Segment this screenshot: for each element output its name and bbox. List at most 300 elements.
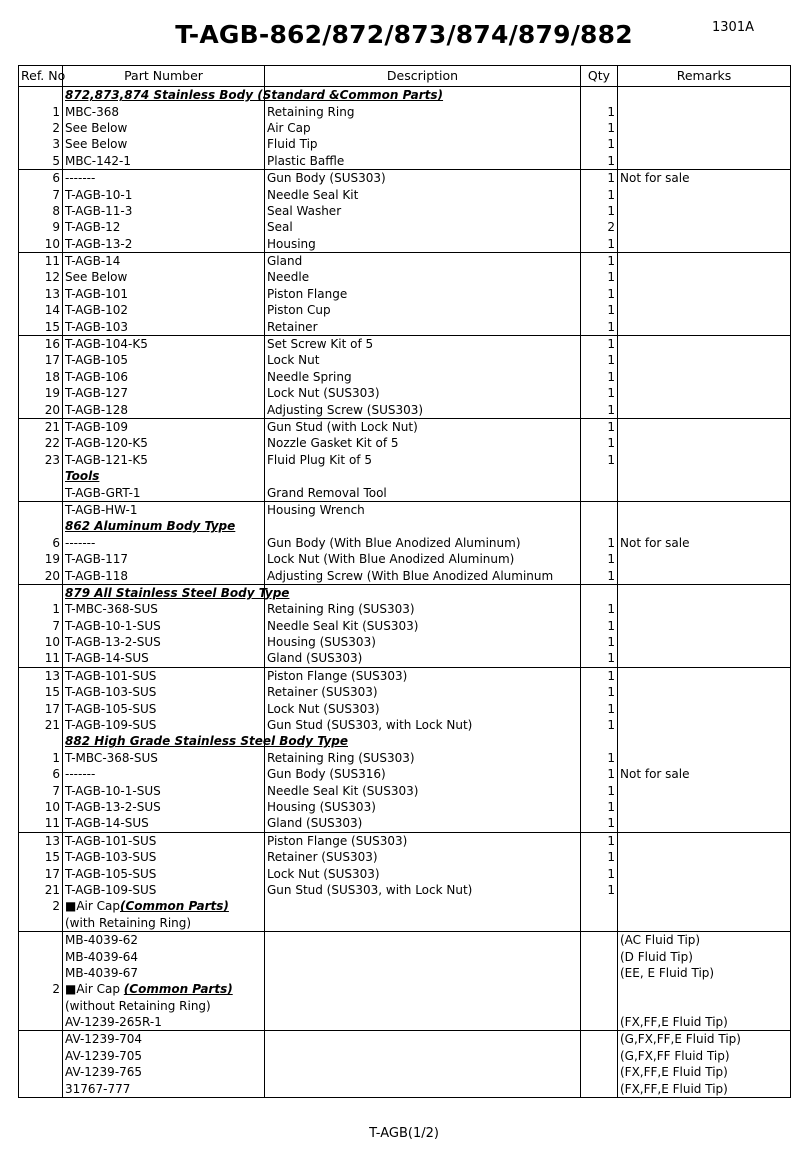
table-row [19,1080,791,1097]
table-body [19,87,791,1098]
table-row [19,865,791,881]
ref-cell [19,1031,63,1048]
section-heading: 862 Aluminum Body Type [65,519,236,534]
description-cell: Gun Stud (SUS303, with Lock Nut) [265,882,581,898]
air-cap-label: ■Air Cap [65,899,120,914]
remarks-cell [618,782,791,798]
table-row [19,335,791,352]
qty-cell [581,501,618,518]
part-number-cell: See Below [63,136,265,152]
description-cell: Piston Flange (SUS303) [265,832,581,849]
ref-cell: 10 [19,236,63,253]
part-number-cell: T-AGB-13-2 [63,236,265,253]
ref-cell: 14 [19,302,63,318]
remarks-cell [618,601,791,617]
qty-cell: 1 [581,203,618,219]
description-cell: Gland (SUS303) [265,650,581,667]
table-row [19,452,791,468]
part-number-cell: T-AGB-103-SUS [63,684,265,700]
remarks-cell [618,997,791,1013]
qty-cell: 1 [581,865,618,881]
qty-cell: 1 [581,302,618,318]
qty-cell [581,1014,618,1031]
section-row [19,468,791,484]
description-cell [265,981,581,997]
table-row [19,484,791,501]
description-cell: Needle [265,269,581,285]
table-row [19,915,791,932]
remarks-cell: (EE, E Fluid Tip) [618,965,791,981]
section-heading: 882 High Grade Stainless Steel Body Type [65,734,348,749]
remarks-cell [618,120,791,136]
table-row [19,385,791,401]
qty-cell [581,87,618,104]
remarks-cell: Not for sale [618,535,791,551]
qty-cell [581,1064,618,1080]
qty-cell: 1 [581,535,618,551]
table-row [19,551,791,567]
part-number-cell: ------- [63,169,265,186]
table-row [19,948,791,964]
qty-cell: 1 [581,369,618,385]
description-cell: Set Screw Kit of 5 [265,335,581,352]
description-cell [265,584,581,601]
description-cell: Grand Removal Tool [265,484,581,501]
ref-cell: 2 [19,120,63,136]
remarks-cell [618,882,791,898]
remarks-cell [618,236,791,253]
description-cell: Air Cap [265,120,581,136]
common-parts-label: (Common Parts) [123,982,233,997]
description-cell [265,1048,581,1064]
ref-cell: 10 [19,799,63,815]
qty-cell: 1 [581,567,618,584]
table-row [19,103,791,119]
ref-cell [19,931,63,948]
table-row [19,799,791,815]
ref-cell: 11 [19,252,63,269]
description-cell: Fluid Tip [265,136,581,152]
qty-cell [581,965,618,981]
table-row [19,1064,791,1080]
part-number-cell: T-AGB-118 [63,567,265,584]
part-number-cell: T-AGB-120-K5 [63,435,265,451]
description-cell [265,518,581,534]
table-row [19,849,791,865]
qty-cell: 1 [581,717,618,733]
remarks-cell: (FX,FF,E Fluid Tip) [618,1014,791,1031]
description-cell: Adjusting Screw (SUS303) [265,401,581,418]
remarks-cell: (G,FX,FF Fluid Tip) [618,1048,791,1064]
remarks-cell [618,584,791,601]
table-row [19,401,791,418]
qty-cell [581,915,618,932]
table-row [19,965,791,981]
remarks-cell [618,634,791,650]
description-cell: Lock Nut (SUS303) [265,865,581,881]
part-number-cell: T-AGB-106 [63,369,265,385]
qty-cell: 1 [581,318,618,335]
part-number-cell: T-AGB-128 [63,401,265,418]
description-cell [265,468,581,484]
table-row [19,269,791,285]
qty-cell: 1 [581,385,618,401]
remarks-cell [618,650,791,667]
table-row [19,1014,791,1031]
remarks-cell [618,435,791,451]
description-cell: Retaining Ring (SUS303) [265,601,581,617]
remarks-cell [618,286,791,302]
qty-cell: 1 [581,452,618,468]
description-cell: Seal [265,219,581,235]
remarks-cell [618,799,791,815]
remarks-cell [618,717,791,733]
qty-cell: 1 [581,120,618,136]
table-row [19,120,791,136]
part-number-cell [63,898,265,914]
description-cell [265,915,581,932]
ref-cell: 11 [19,650,63,667]
remarks-cell: (AC Fluid Tip) [618,931,791,948]
qty-cell: 1 [581,650,618,667]
part-number-cell: AV-1239-704 [63,1031,265,1048]
description-cell: Housing (SUS303) [265,634,581,650]
remarks-cell [618,667,791,684]
description-cell [265,931,581,948]
part-number-cell: T-AGB-14-SUS [63,815,265,832]
remarks-cell [618,87,791,104]
ref-cell: 15 [19,684,63,700]
remarks-cell [618,452,791,468]
part-number-cell: T-AGB-GRT-1 [63,484,265,501]
table-row [19,815,791,832]
table-row [19,252,791,269]
description-cell [265,997,581,1013]
description-cell [265,1014,581,1031]
part-number-cell: AV-1239-705 [63,1048,265,1064]
remarks-cell: (FX,FF,E Fluid Tip) [618,1064,791,1080]
table-row [19,618,791,634]
table-row [19,286,791,302]
table-row [19,203,791,219]
part-number-cell: T-AGB-105-SUS [63,865,265,881]
part-number-cell: T-AGB-HW-1 [63,501,265,518]
qty-cell: 1 [581,269,618,285]
part-number-cell: T-MBC-368-SUS [63,750,265,766]
ref-cell: 19 [19,385,63,401]
description-cell: Retainer [265,318,581,335]
qty-cell: 1 [581,849,618,865]
remarks-cell [618,501,791,518]
section-row [19,518,791,534]
qty-cell: 1 [581,750,618,766]
description-cell: Gun Body (With Blue Anodized Aluminum) [265,535,581,551]
description-cell: Housing [265,236,581,253]
table-row [19,882,791,898]
part-number-cell: 31767-777 [63,1080,265,1097]
description-cell: Fluid Plug Kit of 5 [265,452,581,468]
description-cell [265,1080,581,1097]
remarks-cell [618,203,791,219]
part-number-cell: AV-1239-265R-1 [63,1014,265,1031]
ref-cell: 21 [19,717,63,733]
ref-cell [19,87,63,104]
remarks-cell: (D Fluid Tip) [618,948,791,964]
table-row [19,832,791,849]
part-number-cell: T-AGB-13-2-SUS [63,799,265,815]
qty-cell: 1 [581,601,618,617]
table-row [19,169,791,186]
remarks-cell [618,518,791,534]
part-number-cell: T-AGB-121-K5 [63,452,265,468]
qty-cell [581,1080,618,1097]
ref-cell [19,584,63,601]
remarks-cell [618,153,791,170]
part-number-cell: T-AGB-10-1 [63,186,265,202]
description-cell: Piston Cup [265,302,581,318]
table-row [19,766,791,782]
air-cap-label: ■Air Cap [65,982,124,997]
ref-cell [19,997,63,1013]
table-row [19,535,791,551]
remarks-cell [618,915,791,932]
description-cell: Piston Flange [265,286,581,302]
description-cell: Needle Seal Kit (SUS303) [265,782,581,798]
part-number-cell: See Below [63,269,265,285]
qty-cell: 1 [581,418,618,435]
table-row [19,136,791,152]
part-number-cell: T-AGB-109-SUS [63,882,265,898]
description-cell [265,965,581,981]
col-remarks: Remarks [618,66,791,87]
col-ref-no: Ref. No [19,66,63,87]
description-cell: Piston Flange (SUS303) [265,667,581,684]
part-number-cell: T-AGB-101-SUS [63,667,265,684]
description-cell: Needle Seal Kit (SUS303) [265,618,581,634]
part-number-cell: T-AGB-103-SUS [63,849,265,865]
ref-cell: 6 [19,169,63,186]
description-cell: Plastic Baffle [265,153,581,170]
qty-cell: 1 [581,103,618,119]
qty-cell [581,898,618,914]
qty-cell: 1 [581,136,618,152]
table-row [19,352,791,368]
ref-cell: 15 [19,318,63,335]
ref-cell [19,1048,63,1064]
qty-cell: 1 [581,252,618,269]
section-heading: Tools [65,469,100,484]
col-part-number: Part Number [63,66,265,87]
ref-cell: 20 [19,567,63,584]
table-header-row [19,66,791,87]
table-row [19,435,791,451]
description-cell: Nozzle Gasket Kit of 5 [265,435,581,451]
qty-cell: 1 [581,335,618,352]
common-parts-label: (Common Parts) [119,899,229,914]
qty-cell: 1 [581,667,618,684]
ref-cell [19,965,63,981]
page-title: T-AGB-862/872/873/874/879/882 [175,20,633,49]
part-number-cell: MBC-368 [63,103,265,119]
description-cell: Gun Body (SUS316) [265,766,581,782]
qty-cell: 1 [581,700,618,716]
remarks-cell [618,898,791,914]
table-row [19,186,791,202]
remarks-cell [618,849,791,865]
description-cell: Needle Seal Kit [265,186,581,202]
part-number-cell: T-AGB-13-2-SUS [63,634,265,650]
ref-cell: 13 [19,832,63,849]
table-row [19,236,791,253]
remarks-cell [618,865,791,881]
ref-cell: 13 [19,286,63,302]
ref-cell: 7 [19,186,63,202]
table-row [19,634,791,650]
description-cell: Retainer (SUS303) [265,684,581,700]
parts-table [18,65,791,1098]
part-number-cell: T-AGB-103 [63,318,265,335]
qty-cell [581,1048,618,1064]
ref-cell: 2 [19,981,63,997]
ref-cell [19,948,63,964]
part-number-cell: T-AGB-11-3 [63,203,265,219]
ref-cell: 12 [19,269,63,285]
table-row [19,1048,791,1064]
part-number-cell [63,468,265,484]
ref-cell: 22 [19,435,63,451]
description-cell: Gland [265,252,581,269]
qty-cell: 1 [581,782,618,798]
ref-cell [19,733,63,749]
section-heading: 872,873,874 Stainless Body (Standard &Common Parts) [65,88,444,103]
description-cell: Needle Spring [265,369,581,385]
qty-cell: 1 [581,169,618,186]
part-number-cell: AV-1239-765 [63,1064,265,1080]
ref-cell: 6 [19,766,63,782]
qty-cell [581,1031,618,1048]
ref-cell: 13 [19,667,63,684]
description-cell: Lock Nut (SUS303) [265,700,581,716]
table-row [19,684,791,700]
part-number-cell [63,87,444,104]
table-row [19,981,791,997]
remarks-cell [618,269,791,285]
remarks-cell [618,136,791,152]
part-number-cell: See Below [63,120,265,136]
remarks-cell [618,186,791,202]
part-number-cell: T-AGB-12 [63,219,265,235]
part-number-cell: T-AGB-104-K5 [63,335,265,352]
ref-cell: 1 [19,750,63,766]
section-row [19,733,791,749]
ref-cell [19,501,63,518]
qty-cell: 1 [581,815,618,832]
part-number-cell: MB-4039-64 [63,948,265,964]
ref-cell: 2 [19,898,63,914]
table-row [19,898,791,914]
qty-cell: 1 [581,186,618,202]
part-number-cell: T-AGB-127 [63,385,265,401]
table-row [19,601,791,617]
description-cell: Lock Nut [265,352,581,368]
ref-cell: 18 [19,369,63,385]
qty-cell: 1 [581,236,618,253]
description-cell: Gun Stud (SUS303, with Lock Nut) [265,717,581,733]
qty-cell: 1 [581,352,618,368]
part-number-cell: MBC-142-1 [63,153,265,170]
remarks-cell [618,733,791,749]
ref-cell: 1 [19,103,63,119]
qty-cell: 1 [581,618,618,634]
description-cell: Retaining Ring (SUS303) [265,750,581,766]
ref-cell: 15 [19,849,63,865]
part-number-cell: T-AGB-102 [63,302,265,318]
ref-cell: 3 [19,136,63,152]
part-number-cell [63,518,265,534]
table-row [19,997,791,1013]
qty-cell: 1 [581,634,618,650]
part-number-cell: T-AGB-10-1-SUS [63,618,265,634]
ref-cell: 9 [19,219,63,235]
remarks-cell [618,302,791,318]
remarks-cell [618,385,791,401]
remarks-cell [618,401,791,418]
ref-cell: 17 [19,865,63,881]
col-description: Description [265,66,581,87]
part-number-cell: T-AGB-14-SUS [63,650,265,667]
table-row [19,318,791,335]
ref-cell: 23 [19,452,63,468]
remarks-cell [618,815,791,832]
ref-cell: 5 [19,153,63,170]
table-row [19,667,791,684]
ref-cell [19,518,63,534]
qty-cell: 1 [581,153,618,170]
part-number-cell: T-AGB-117 [63,551,265,567]
description-cell: Gun Stud (with Lock Nut) [265,418,581,435]
description-cell: Housing (SUS303) [265,799,581,815]
section-row [19,584,791,601]
table-row [19,567,791,584]
col-qty: Qty [581,66,618,87]
remarks-cell [618,484,791,501]
description-cell: Lock Nut (With Blue Anodized Aluminum) [265,551,581,567]
description-cell: Gland (SUS303) [265,815,581,832]
remarks-cell [618,219,791,235]
remarks-cell [618,335,791,352]
ref-cell: 21 [19,882,63,898]
ref-cell: 8 [19,203,63,219]
qty-cell [581,518,618,534]
part-number-cell: ------- [63,535,265,551]
qty-cell: 1 [581,832,618,849]
qty-cell [581,468,618,484]
ref-cell: 17 [19,700,63,716]
ref-cell: 16 [19,335,63,352]
qty-cell: 1 [581,401,618,418]
ref-cell [19,1064,63,1080]
remarks-cell [618,551,791,567]
part-number-cell: MB-4039-67 [63,965,265,981]
table-row [19,1031,791,1048]
remarks-cell [618,318,791,335]
table-row [19,750,791,766]
ref-cell: 7 [19,618,63,634]
qty-cell: 1 [581,882,618,898]
ref-cell [19,484,63,501]
part-number-cell [63,584,290,601]
description-cell [265,1031,581,1048]
